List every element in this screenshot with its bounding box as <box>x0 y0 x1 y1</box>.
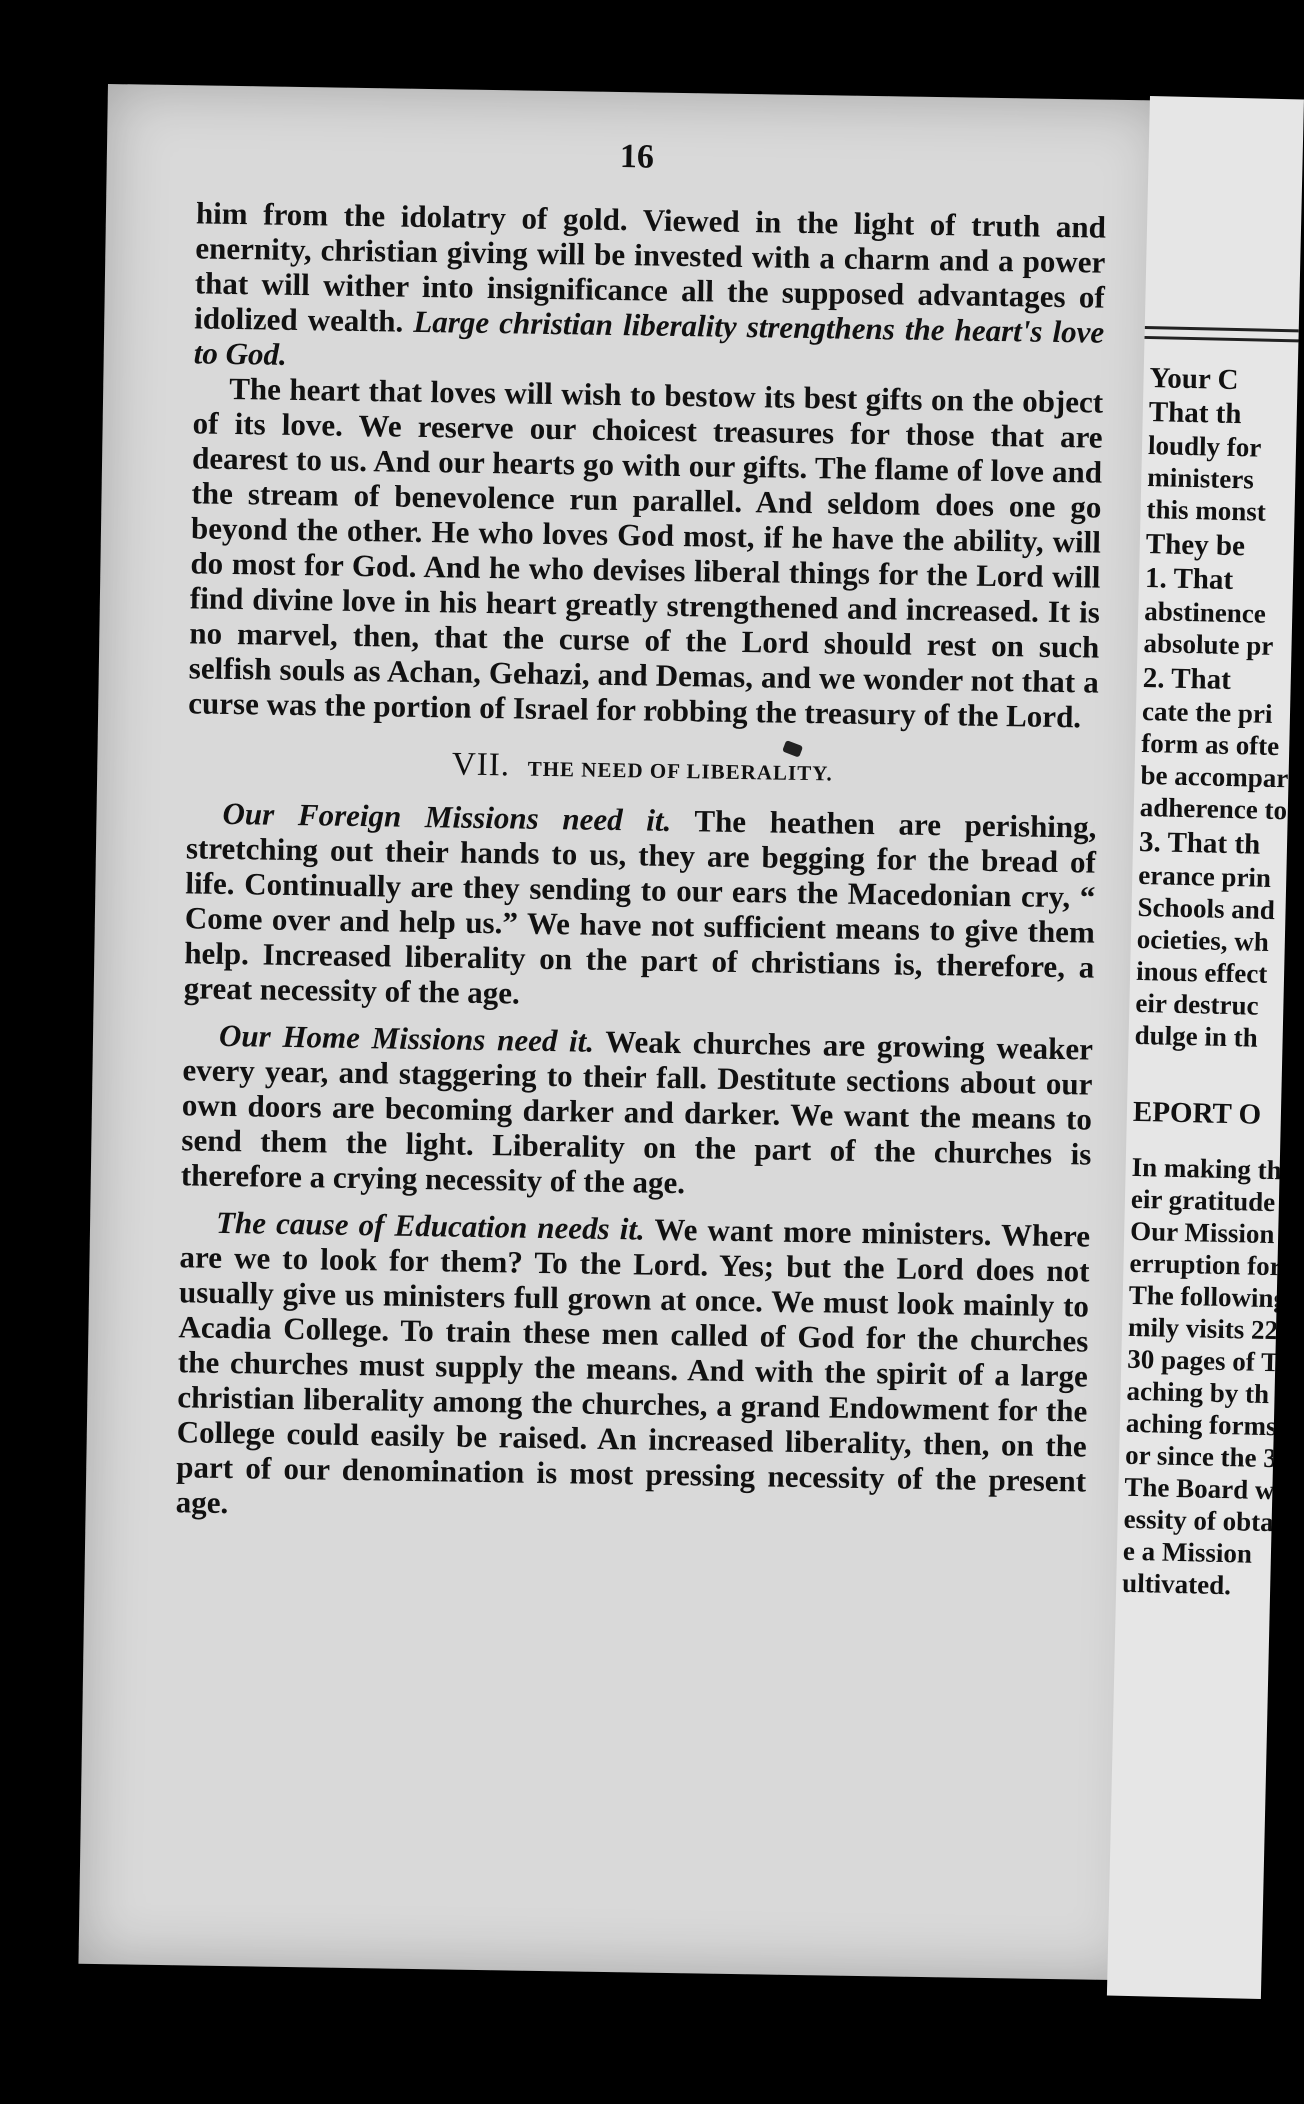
adjacent-line: Your C <box>1149 362 1239 397</box>
education-text: We want more ministers. Where are we to look for them? To the Lord. Yes; but the Lord does not usually give us ministers full grown at once. We must look mainly to Acadia College. To train these men called of God for the churches the churches must supply the means. And with the spirit of a large christian liberality among the churches, a grand Endowment for the College could easily be raised. An increased liberality, then, on the part of our denomination is most pressing necessity of the present age. <box>175 1211 1091 1521</box>
adjacent-line: The Board wo <box>1124 1471 1289 1506</box>
double-rule-bottom <box>1144 336 1298 342</box>
adjacent-line: dulge in th <box>1134 1019 1259 1053</box>
adjacent-line: or since the 3 <box>1124 1439 1278 1474</box>
adjacent-line: cate the pri <box>1141 695 1273 729</box>
adjacent-line: inous effect <box>1135 955 1268 989</box>
foreign-missions-lead: Our Foreign Missions need it. <box>222 795 672 838</box>
adjacent-line: eir destruc <box>1135 987 1259 1021</box>
adjacent-line: ultivated. <box>1121 1567 1232 1601</box>
adjacent-line: 1. That <box>1144 562 1234 597</box>
paragraph-1 <box>194 195 1107 384</box>
section-heading-number: VII. <box>451 746 511 784</box>
adjacent-line: In making th <box>1131 1151 1283 1186</box>
paragraph-foreign-missions <box>184 795 1097 1019</box>
paragraph-home-missions <box>181 1017 1094 1206</box>
adjacent-line: 2. That <box>1142 661 1232 696</box>
adjacent-line: The following <box>1128 1279 1288 1314</box>
adjacent-heading: EPORT O <box>1132 1095 1262 1131</box>
home-missions-lead: Our Home Missions need it. <box>218 1017 595 1059</box>
adjacent-line: mily visits 22 <box>1127 1311 1279 1346</box>
adjacent-line: absolute pr <box>1143 627 1274 661</box>
section-heading-title: THE NEED OF LIBERALITY. <box>527 756 833 786</box>
adjacent-line: ministers <box>1147 462 1255 495</box>
adjacent-line: form as ofte <box>1140 727 1280 762</box>
double-rule-top <box>1145 326 1299 332</box>
adjacent-line: erruption for <box>1129 1247 1283 1282</box>
paragraph-1-italic: Large christian liberality strengthens the heart's love to God. <box>193 303 1105 372</box>
adjacent-line: abstinence <box>1143 596 1267 629</box>
body-text <box>175 195 1106 1533</box>
paragraph-education <box>175 1204 1090 1533</box>
paragraph-1-text: him from the idolatry of gold. Viewed in the light of truth and enernity, christian giving will be invested with a charm and a power that will wither into insignificance all the supposed advantages of idolized wealth. <box>194 195 1107 339</box>
adjacent-line: 3. That th <box>1138 825 1261 861</box>
adjacent-line: eir gratitude <box>1130 1183 1276 1218</box>
adjacent-line: adherence to <box>1139 791 1288 826</box>
adjacent-line: 30 pages of T <box>1127 1343 1280 1378</box>
adjacent-line: essity of obtai <box>1123 1503 1282 1538</box>
adjacent-line: erance prin <box>1137 859 1272 893</box>
adjacent-line: be accompar <box>1140 759 1289 794</box>
foreign-missions-text: The heathen are perishing, stretching out their hands to us, they are begging for the bread of life. Continually are they sending to our ears the Macedonian cry, “ Come over and help us.” We have not sufficient means to give them help. Increased liberality on the part of christians is, therefore, a great necessity of the age. <box>183 802 1097 1011</box>
education-lead: The cause of Education needs it. <box>215 1204 646 1247</box>
book-page <box>78 84 1167 1980</box>
adjacent-line: That th <box>1148 396 1242 431</box>
adjacent-line: aching by th <box>1126 1375 1270 1410</box>
paragraph-2: The heart that loves will wish to bestow its best gifts on the object of its love. We reserve our choicest treasures for those that are dearest to us. And our hearts go with our gifts. The flame of love and the stream of benevolence run parallel. And seldom does one go beyond the other. He who loves God most, if he have the ability, will do most for God. And he who devises liberal things for the Lord will find divine love in his heart greatly strengthened and increased. It is no marvel, then, that the curse of the Lord should rest on such selfish souls as Achan, Gehazi, and Demas, and we wonder not that a curse was the portion of Israel for robbing the treasury of the Lord. <box>188 370 1104 735</box>
adjacent-line: They be <box>1145 528 1246 563</box>
adjacent-line: Schools and <box>1137 891 1276 926</box>
page-number: 16 <box>619 138 655 176</box>
adjacent-line: ocieties, wh <box>1136 923 1270 957</box>
section-heading <box>187 742 1098 795</box>
adjacent-line: loudly for <box>1147 430 1262 463</box>
adjacent-line: aching forms <box>1125 1407 1277 1442</box>
adjacent-line: Our Mission <box>1129 1215 1275 1250</box>
adjacent-line: e a Mission <box>1122 1535 1253 1569</box>
adjacent-line: this monst <box>1146 494 1267 527</box>
home-missions-text: Weak churches are growing weaker every year, and staggering to their fall. Destitute sections about our own doors are becoming darker and darker. We want the means to send them the light. Liberality on the part of the churches is therefore a crying necessity of the age. <box>180 1023 1094 1201</box>
